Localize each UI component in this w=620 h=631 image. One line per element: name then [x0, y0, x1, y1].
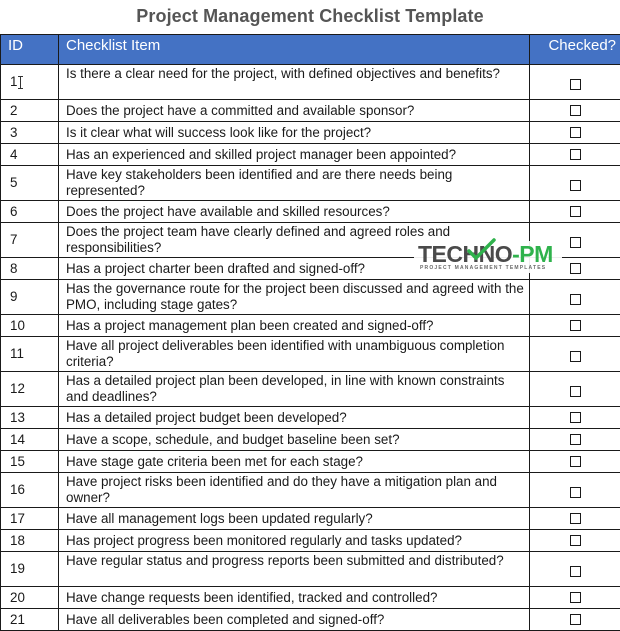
- checked-cell: [530, 65, 620, 100]
- row-id: [1, 552, 59, 587]
- techno-pm-logo: [414, 241, 562, 273]
- row-id-text: 15: [10, 454, 25, 469]
- table-row: [1, 587, 620, 609]
- row-id: [1, 144, 59, 166]
- checkbox[interactable]: [570, 566, 581, 577]
- checked-cell: [530, 166, 620, 201]
- row-id: [1, 315, 59, 337]
- row-id-text: 10: [10, 318, 25, 333]
- row-id: [1, 530, 59, 552]
- checklist-item-text: Does the project have a committed and available sponsor?: [59, 100, 530, 122]
- row-id: [1, 372, 59, 407]
- row-id-text: 7: [10, 232, 17, 247]
- checked-cell: [530, 122, 620, 144]
- row-id-text: 5: [10, 175, 17, 190]
- row-id: [1, 429, 59, 451]
- checked-cell: [530, 315, 620, 337]
- checked-cell: [530, 587, 620, 609]
- checklist-item-text: Have project risks been identified and do they have a mitigation plan and owner?: [59, 473, 530, 508]
- checklist-item-text: Have all deliverables been completed and signed-off?: [59, 609, 530, 631]
- table-row: [1, 280, 620, 315]
- row-id: [1, 122, 59, 144]
- checked-cell: [530, 280, 620, 315]
- checklist-item-text: Have key stakeholders been identified and are there needs being represented?: [59, 166, 530, 201]
- checked-cell: [530, 372, 620, 407]
- table-row: [1, 552, 620, 587]
- checklist-item-text: Is it clear what will success look like for the project?: [59, 122, 530, 144]
- row-id-text: 9: [10, 289, 17, 304]
- row-id: [1, 451, 59, 473]
- table-row: [1, 100, 620, 122]
- checklist-item-text: Have a scope, schedule, and budget baseline been set?: [59, 429, 530, 451]
- checked-cell: [530, 144, 620, 166]
- row-id: [1, 258, 59, 280]
- row-id: [1, 407, 59, 429]
- checkbox[interactable]: [570, 351, 581, 362]
- table-row: [1, 65, 620, 100]
- checkmark-icon: [466, 238, 496, 260]
- checkbox[interactable]: [570, 386, 581, 397]
- checkbox[interactable]: [570, 294, 581, 305]
- table-row: [1, 508, 620, 530]
- table-row: [1, 144, 620, 166]
- checkbox[interactable]: [570, 206, 581, 217]
- table-row: [1, 337, 620, 372]
- row-id-text: 18: [10, 533, 25, 548]
- checkbox[interactable]: [570, 456, 581, 467]
- logo-tagline: PROJECT MANAGEMENT TEMPLATES: [420, 265, 546, 271]
- header-checked: Checked?: [530, 35, 620, 65]
- checkbox[interactable]: [570, 237, 581, 248]
- row-id: [1, 473, 59, 508]
- row-id: [1, 609, 59, 631]
- row-id-text: 13: [10, 410, 25, 425]
- checklist-item-text: Has a detailed project budget been developed?: [59, 407, 530, 429]
- checked-cell: [530, 530, 620, 552]
- row-id-text: 21: [10, 612, 25, 627]
- table-row: [1, 315, 620, 337]
- checked-cell: [530, 451, 620, 473]
- checked-cell: [530, 201, 620, 223]
- row-id-text: 6: [10, 204, 17, 219]
- checkbox[interactable]: [570, 180, 581, 191]
- table-row: [1, 372, 620, 407]
- table-row: [1, 429, 620, 451]
- checklist-item-text: Have change requests been identified, tracked and controlled?: [59, 587, 530, 609]
- checkbox[interactable]: [570, 79, 581, 90]
- table-row: [1, 609, 620, 631]
- row-id-text: 1: [10, 74, 17, 89]
- checked-cell: [530, 100, 620, 122]
- checkbox[interactable]: [570, 487, 581, 498]
- checkbox[interactable]: [570, 412, 581, 423]
- text-cursor-icon: [18, 76, 24, 89]
- row-id-text: 14: [10, 432, 25, 447]
- checklist-item-text: Is there a clear need for the project, with defined objectives and benefits?: [59, 65, 530, 100]
- table-header-row: [1, 35, 620, 65]
- table-row: [1, 451, 620, 473]
- checked-cell: [530, 473, 620, 508]
- checklist-item-text: Has project progress been monitored regularly and tasks updated?: [59, 530, 530, 552]
- checkbox[interactable]: [570, 535, 581, 546]
- row-id-text: 19: [10, 561, 25, 576]
- row-id: [1, 337, 59, 372]
- checkbox[interactable]: [570, 127, 581, 138]
- checkbox[interactable]: [570, 513, 581, 524]
- checked-cell: [530, 609, 620, 631]
- row-id-text: 8: [10, 261, 17, 276]
- row-id-text: 17: [10, 511, 25, 526]
- checklist-item-text: Has the governance route for the project been discussed and agreed with the PMO, including stage gates?: [59, 280, 530, 315]
- table-row: [1, 407, 620, 429]
- row-id: [1, 201, 59, 223]
- row-id-text: 20: [10, 590, 25, 605]
- table-row: [1, 201, 620, 223]
- checklist-item-text: Does the project have available and skilled resources?: [59, 201, 530, 223]
- checklist-item-text: Has a detailed project plan been developed, in line with known constraints and deadlines?: [59, 372, 530, 407]
- row-id-text: 16: [10, 482, 25, 497]
- checked-cell: [530, 407, 620, 429]
- row-id: [1, 587, 59, 609]
- checkbox[interactable]: [570, 614, 581, 625]
- checked-cell: [530, 508, 620, 530]
- row-id-text: 12: [10, 381, 25, 396]
- row-id: [1, 508, 59, 530]
- table-row: [1, 530, 620, 552]
- row-id-text: 3: [10, 125, 17, 140]
- table-row: [1, 473, 620, 508]
- checked-cell: [530, 429, 620, 451]
- checkbox[interactable]: [570, 105, 581, 116]
- checklist-item-text: Have regular status and progress reports been submitted and distributed?: [59, 552, 530, 587]
- header-id: ID: [1, 35, 59, 65]
- checklist-item-text: Have all project deliverables been identified with unambiguous completion criteria?: [59, 337, 530, 372]
- table-row: [1, 166, 620, 201]
- row-id-text: 2: [10, 103, 17, 118]
- checklist-item-text: Have all management logs been updated regularly?: [59, 508, 530, 530]
- row-id: [1, 223, 59, 258]
- checked-cell: [530, 337, 620, 372]
- checkbox[interactable]: [570, 434, 581, 445]
- checklist-item-text: Has a project management plan been created and signed-off?: [59, 315, 530, 337]
- row-id-text: 11: [10, 346, 24, 361]
- row-id: [1, 166, 59, 201]
- row-id: [1, 65, 59, 100]
- checklist-item-text: Does the project team have clearly defined and agreed roles and responsibilities?: [59, 223, 530, 258]
- table-row: [1, 122, 620, 144]
- header-checklist-item: Checklist Item: [59, 35, 530, 65]
- checkbox[interactable]: [570, 592, 581, 603]
- logo-wordmark: TECHNO-PM: [418, 241, 553, 267]
- row-id-text: 4: [10, 147, 17, 162]
- checkbox[interactable]: [570, 263, 581, 274]
- checkbox[interactable]: [570, 149, 581, 160]
- checklist-item-text: Has an experienced and skilled project manager been appointed?: [59, 144, 530, 166]
- checklist-item-text: Have stage gate criteria been met for each stage?: [59, 451, 530, 473]
- checklist-item-text: Has a project charter been drafted and signed-off?: [59, 258, 530, 280]
- checklist-table: [0, 34, 620, 631]
- page-title: Project Management Checklist Template: [0, 6, 620, 27]
- row-id: [1, 280, 59, 315]
- checked-cell: [530, 552, 620, 587]
- checkbox[interactable]: [570, 320, 581, 331]
- row-id: [1, 100, 59, 122]
